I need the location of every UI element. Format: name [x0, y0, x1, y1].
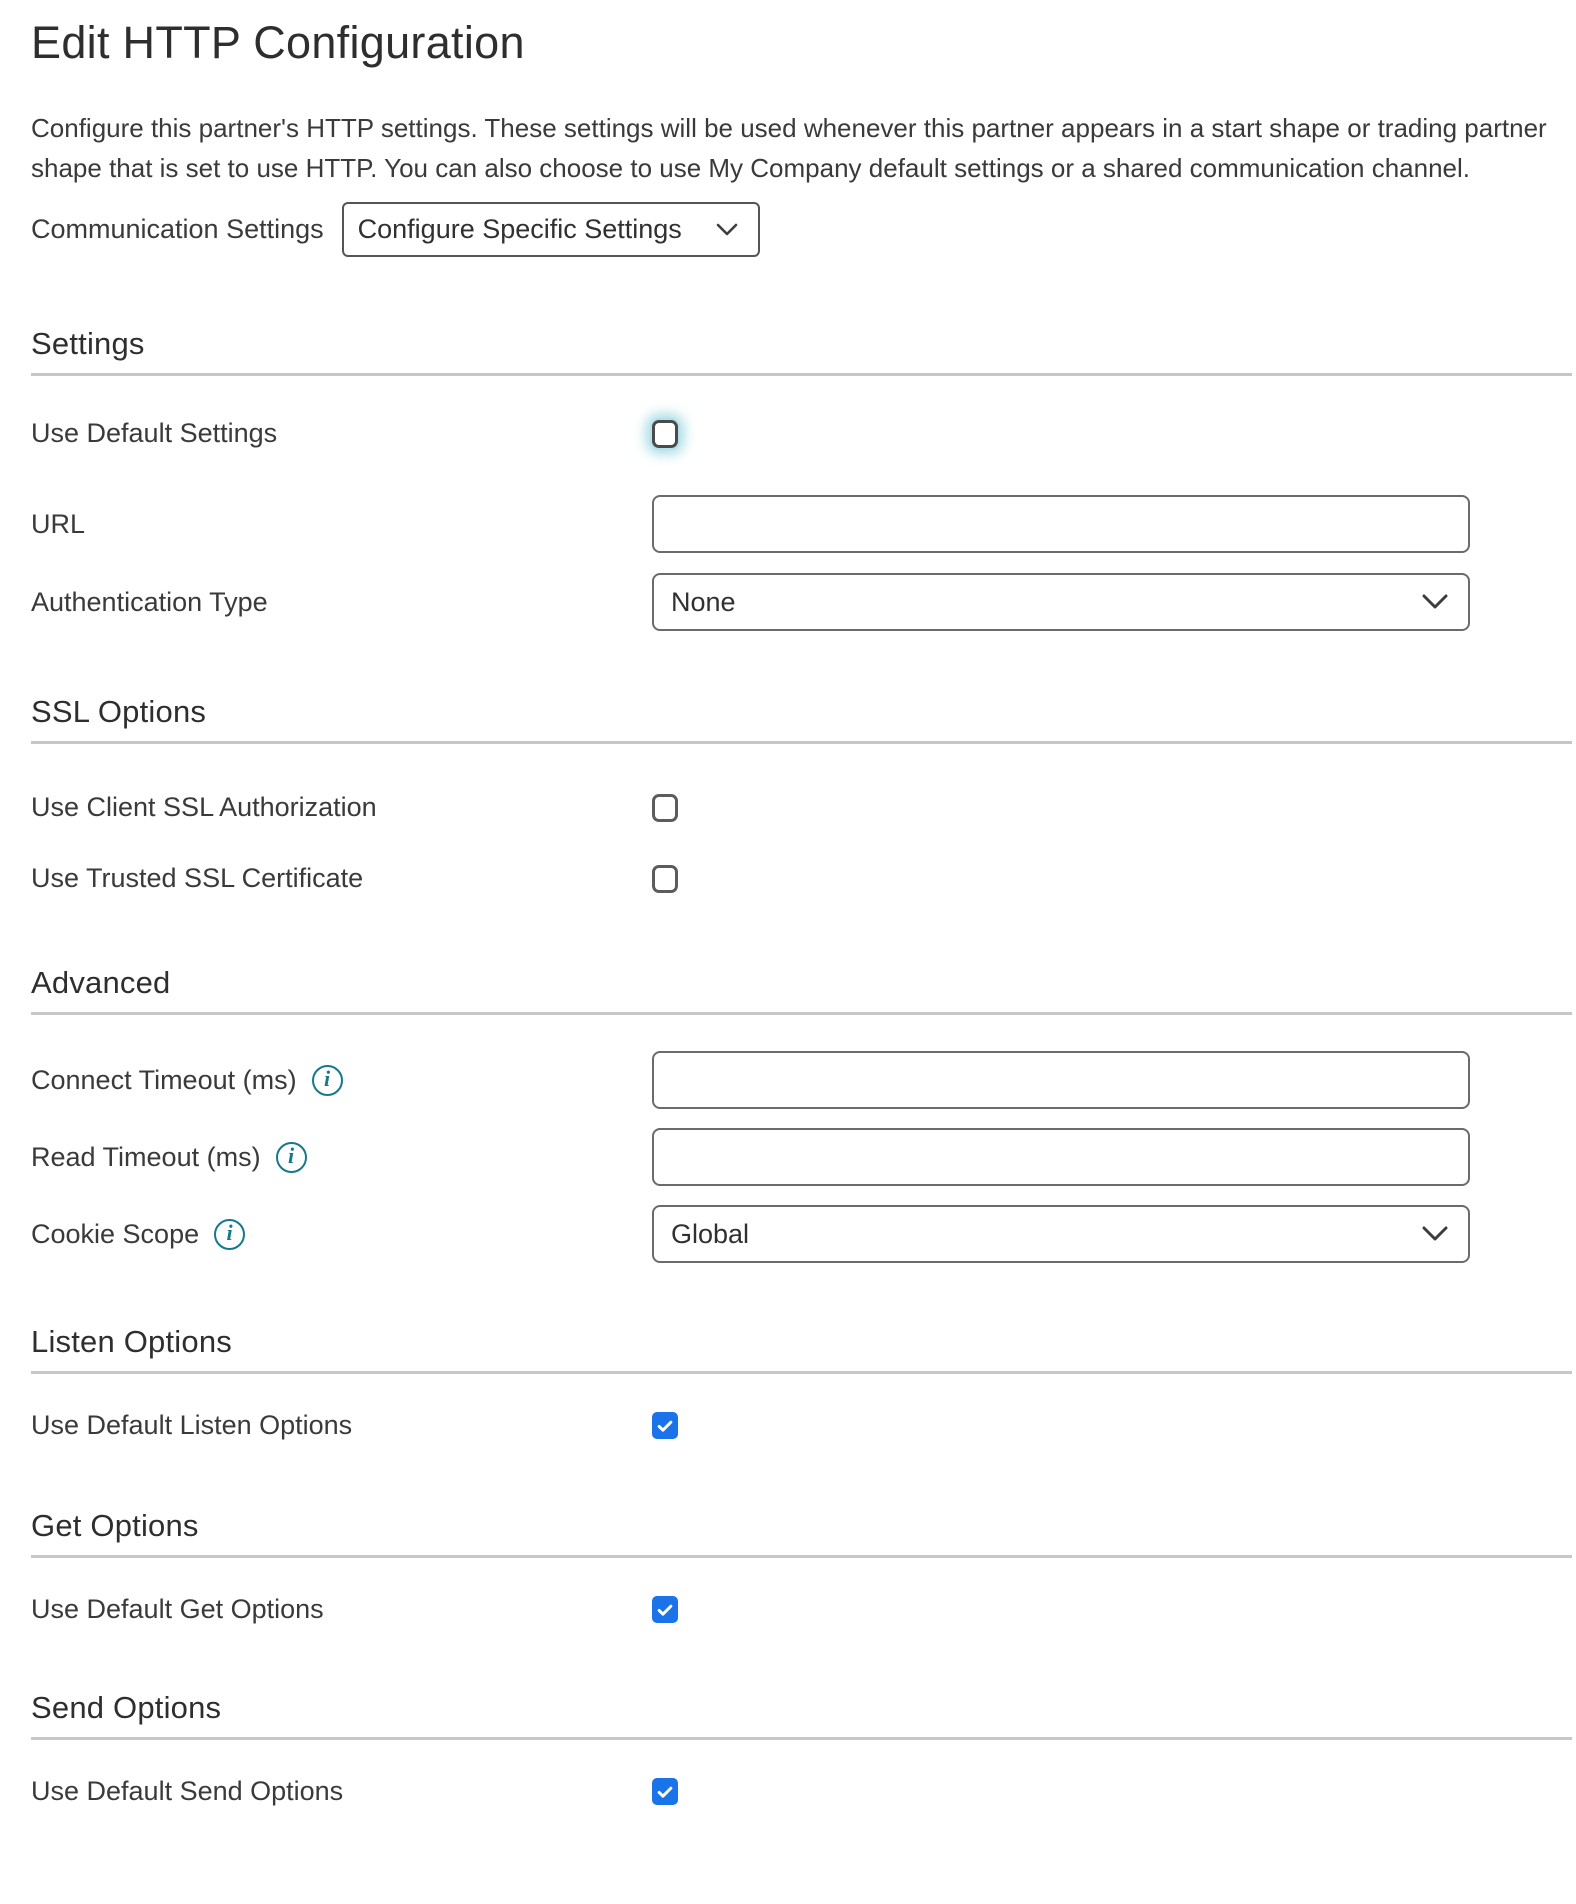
form-row	[31, 1409, 1572, 1442]
section-title-advanced: Advanced	[31, 965, 171, 1000]
section-divider	[31, 373, 1572, 376]
authentication-type-label: Authentication Type	[31, 586, 268, 617]
section-title-send-options: Send Options	[31, 1690, 222, 1725]
form-row	[31, 495, 1572, 553]
cookie-scope-select[interactable]	[652, 1205, 1470, 1263]
section-divider	[31, 1737, 1572, 1740]
use-client-ssl-authorization-label: Use Client SSL Authorization	[31, 792, 377, 822]
use-default-listen-options-label: Use Default Listen Options	[31, 1410, 353, 1440]
url-input[interactable]	[652, 495, 1470, 553]
info-icon[interactable]: i	[214, 1219, 245, 1250]
communication-settings-select[interactable]	[342, 202, 760, 257]
read-timeout-input[interactable]	[652, 1128, 1470, 1186]
edit-http-configuration-page	[0, 14, 1576, 1868]
connect-timeout-input[interactable]	[652, 1051, 1470, 1109]
form-row	[31, 1775, 1572, 1808]
section-title-settings: Settings	[31, 326, 145, 361]
form-row	[31, 417, 1572, 450]
cookie-scope-label: Cookie Scope	[31, 1218, 200, 1249]
form-row	[31, 573, 1572, 631]
section-divider	[31, 1012, 1572, 1015]
info-icon[interactable]: i	[312, 1065, 343, 1096]
chevron-down-icon	[1422, 1226, 1448, 1242]
form-row	[31, 862, 1572, 895]
use-client-ssl-authorization-checkbox[interactable]	[652, 794, 678, 822]
authentication-type-value: None	[671, 586, 736, 617]
use-default-get-options-checkbox[interactable]	[652, 1596, 678, 1623]
use-default-settings-checkbox[interactable]	[652, 420, 678, 448]
communication-settings-row	[31, 202, 1572, 257]
cookie-scope-value: Global	[671, 1218, 750, 1249]
authentication-type-select[interactable]	[652, 573, 1470, 631]
read-timeout-label: Read Timeout (ms)	[31, 1141, 261, 1172]
form-row	[31, 1051, 1572, 1109]
section-divider	[31, 1371, 1572, 1374]
url-label: URL	[31, 508, 86, 539]
section-divider	[31, 1555, 1572, 1558]
section-divider	[31, 741, 1572, 744]
use-default-get-options-label: Use Default Get Options	[31, 1594, 324, 1624]
info-icon[interactable]: i	[276, 1142, 307, 1173]
checkmark-icon	[655, 1416, 675, 1436]
page-description: Configure this partner's HTTP settings. These settings will be used whenever this partner appears in a start shape or trading partner shape that is set to use HTTP. You can also choose to use My Company default settings or a shared communication channel.	[31, 113, 1547, 183]
use-default-settings-label: Use Default Settings	[31, 418, 278, 448]
use-default-listen-options-checkbox[interactable]	[652, 1412, 678, 1439]
chevron-down-icon	[716, 223, 738, 237]
page-title: Edit HTTP Configuration	[31, 17, 525, 68]
use-trusted-ssl-certificate-label: Use Trusted SSL Certificate	[31, 863, 364, 893]
connect-timeout-label: Connect Timeout (ms)	[31, 1064, 297, 1095]
form-row	[31, 1128, 1572, 1186]
section-title-get-options: Get Options	[31, 1508, 199, 1543]
use-default-send-options-checkbox[interactable]	[652, 1778, 678, 1805]
form-row	[31, 791, 1572, 824]
use-trusted-ssl-certificate-checkbox[interactable]	[652, 865, 678, 893]
section-title-ssl-options: SSL Options	[31, 694, 207, 729]
checkmark-icon	[655, 1600, 675, 1620]
form-row	[31, 1593, 1572, 1626]
chevron-down-icon	[1422, 594, 1448, 610]
use-default-send-options-label: Use Default Send Options	[31, 1776, 344, 1806]
checkmark-icon	[655, 1782, 675, 1802]
communication-settings-label: Communication Settings	[31, 214, 324, 244]
form-row	[31, 1205, 1572, 1263]
communication-settings-value: Configure Specific Settings	[357, 214, 682, 244]
section-title-listen-options: Listen Options	[31, 1324, 232, 1359]
